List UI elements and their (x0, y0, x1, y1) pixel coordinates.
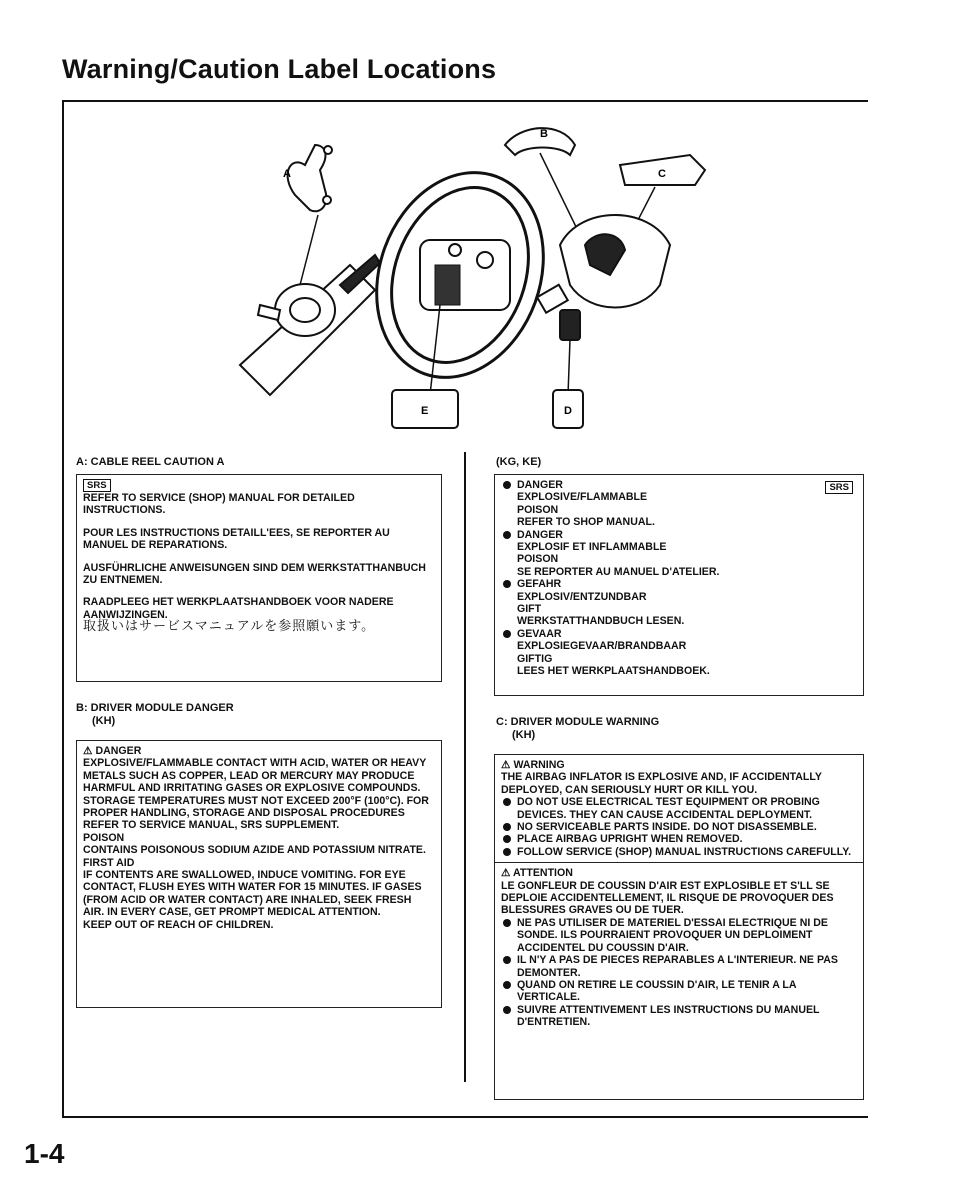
list-item: GEFAHR EXPLOSIV/ENTZUNDBAR GIFT WERKSTATTHANDBUCH LESEN. (501, 578, 857, 628)
label-b-keep-out: KEEP OUT OF REACH OF CHILDREN. (83, 918, 274, 931)
list-item: QUAND ON RETIRE LE COUSSIN D'AIR, LE TENIR A LA VERTICALE. (501, 979, 857, 1004)
label-c-warning-section (495, 755, 863, 863)
callout-a: A (283, 168, 291, 180)
label-a-heading: A: CABLE REEL CAUTION A (76, 456, 225, 468)
label-a-line-jp: 取扱いはサービスマニュアルを参照願います。 (83, 619, 376, 635)
label-b-title: B: DRIVER MODULE DANGER (76, 702, 234, 714)
page-number: 1-4 (24, 1138, 65, 1169)
top-rule (62, 100, 868, 102)
srs-badge-kg: SRS (825, 481, 853, 494)
steering-wheel-illustration (200, 115, 740, 445)
list-item: DANGER EXPLOSIF ET INFLAMMABLE POISON SE REPORTER AU MANUEL D'ATELIER. (501, 529, 857, 579)
list-item: FOLLOW SERVICE (SHOP) MANUAL INSTRUCTIONS CAREFULLY. (501, 846, 857, 858)
callout-b: B (540, 128, 548, 140)
label-kg-box (494, 474, 864, 696)
label-c-attention-title: ⚠ ATTENTION (501, 867, 573, 880)
label-b-poison-title: POISON (83, 831, 125, 844)
bottom-rule (62, 1116, 868, 1118)
label-c-heading (496, 716, 659, 742)
label-c-warning-intro: THE AIRBAG INFLATOR IS EXPLOSIVE AND, IF ACCIDENTALLY DEPLOYED, CAN SERIOUSLY HURT OR KILL YOU. (501, 771, 822, 796)
label-b-first-aid-text: IF CONTENTS ARE SWALLOWED, INDUCE VOMITING. FOR EYE CONTACT, FLUSH EYES WITH WATER FOR 15 MINUTES. IF GASES (FROM ACID OR WATER CONTACT) ARE INHALED, SEEK FRESH AIR. IN EVERY CASE, GET PROMPT MEDICAL ATTENTION. (83, 869, 422, 919)
label-a-line-en: REFER TO SERVICE (SHOP) MANUAL FOR DETAILED INSTRUCTIONS. (83, 492, 355, 517)
label-a-callout (288, 145, 332, 211)
callout-e: E (421, 405, 429, 417)
steering-column (240, 255, 380, 395)
callout-d: D (564, 405, 572, 417)
list-item: DO NOT USE ELECTRICAL TEST EQUIPMENT OR PROBING DEVICES. THEY CAN CAUSE ACCIDENTAL DEPLOYMENT. (501, 796, 857, 821)
label-c-warning-title: ⚠ WARNING (501, 759, 565, 771)
label-c-subtitle: (KH) (512, 729, 536, 741)
label-b-danger: ⚠ DANGER (83, 745, 142, 757)
label-c-title: C: DRIVER MODULE WARNING (496, 716, 660, 728)
leader-e (430, 305, 440, 395)
label-b-poison-text: CONTAINS POISONOUS SODIUM AZIDE AND POTASSIUM NITRATE. (83, 844, 426, 857)
label-a-line-nl: RAADPLEEG HET WERKPLAATSHANDBOEK VOOR NADERE AANWIJZINGEN. (83, 596, 394, 621)
label-c-box (494, 754, 864, 1100)
label-a-line-fr: POUR LES INSTRUCTIONS DETAILL'EES, SE REPORTER AU MANUEL DE REPARATIONS. (83, 526, 390, 552)
label-c-attention-section (495, 863, 863, 1032)
leader-a (300, 215, 318, 285)
label-b-subtitle: (KH) (92, 715, 116, 727)
list-item: DANGER EXPLOSIVE/FLAMMABLE POISON REFER TO SHOP MANUAL. (501, 479, 857, 529)
label-b-first-aid-title: FIRST AID (83, 856, 135, 869)
page-title: Warning/Caution Label Locations (62, 54, 497, 84)
list-item: SUIVRE ATTENTIVEMENT LES INSTRUCTIONS DU MANUEL D'ENTRETIEN. (501, 1004, 857, 1029)
airbag-module (537, 215, 670, 340)
label-a-box (76, 474, 442, 682)
list-item: NE PAS UTILISER DE MATERIEL D'ESSAI ELECTRIQUE NI DE SONDE. ILS POURRAIENT PROVOQUER UN DEPLOIMENT ACCIDENTEL DU COUSSIN D'AIR. (501, 917, 857, 954)
leader-d (568, 340, 570, 395)
label-kg-heading: (KG, KE) (496, 456, 542, 468)
leader-b (540, 153, 580, 235)
center-divider (464, 452, 466, 1082)
label-kg-list (501, 479, 857, 678)
srs-badge: SRS (83, 479, 111, 492)
label-b-text: EXPLOSIVE/FLAMMABLE CONTACT WITH ACID, WATER OR HEAVY METALS SUCH AS COPPER, LEAD OR MERCURY MAY PRODUCE HARMFUL AND IRRITATING GASES OR EXPLOSIVE COMPOUNDS. STORAGE TEMPERATURES MUST NOT EXCEED 200°F (100°C). FOR PROPER HANDLING, STORAGE AND DISPOSAL PROCEDURES REFER TO SERVICE MANUAL, SRS SUPPLEMENT. (83, 757, 429, 832)
list-item: PLACE AIRBAG UPRIGHT WHEN REMOVED. (501, 833, 857, 845)
left-rule (62, 100, 64, 1118)
list-item: NO SERVICEABLE PARTS INSIDE. DO NOT DISASSEMBLE. (501, 821, 857, 833)
steering-wheel (349, 149, 571, 401)
callout-c: C (658, 168, 666, 180)
list-item: IL N'Y A PAS DE PIECES REPARABLES A L'INTERIEUR. NE PAS DEMONTER. (501, 954, 857, 979)
label-c-attention-intro: LE GONFLEUR DE COUSSIN D'AIR EST EXPLOSIBLE ET S'LL SE DEPLOIE ACCIDENTELLEMENT, IL RISQUE DE PROVOQUER DES BLESSURES GRAVES OU DE TUER. (501, 879, 834, 917)
list-item: GEVAAR EXPLOSIEGEVAAR/BRANDBAAR GIFTIG LEES HET WERKPLAATSHANDBOEK. (501, 628, 857, 678)
label-b-box (76, 740, 442, 1008)
label-b-heading (76, 702, 234, 728)
label-a-line-de: AUSFÜHRLICHE ANWEISUNGEN SIND DEM WERKSTATTHANBUCH ZU ENTNEMEN. (83, 561, 426, 587)
